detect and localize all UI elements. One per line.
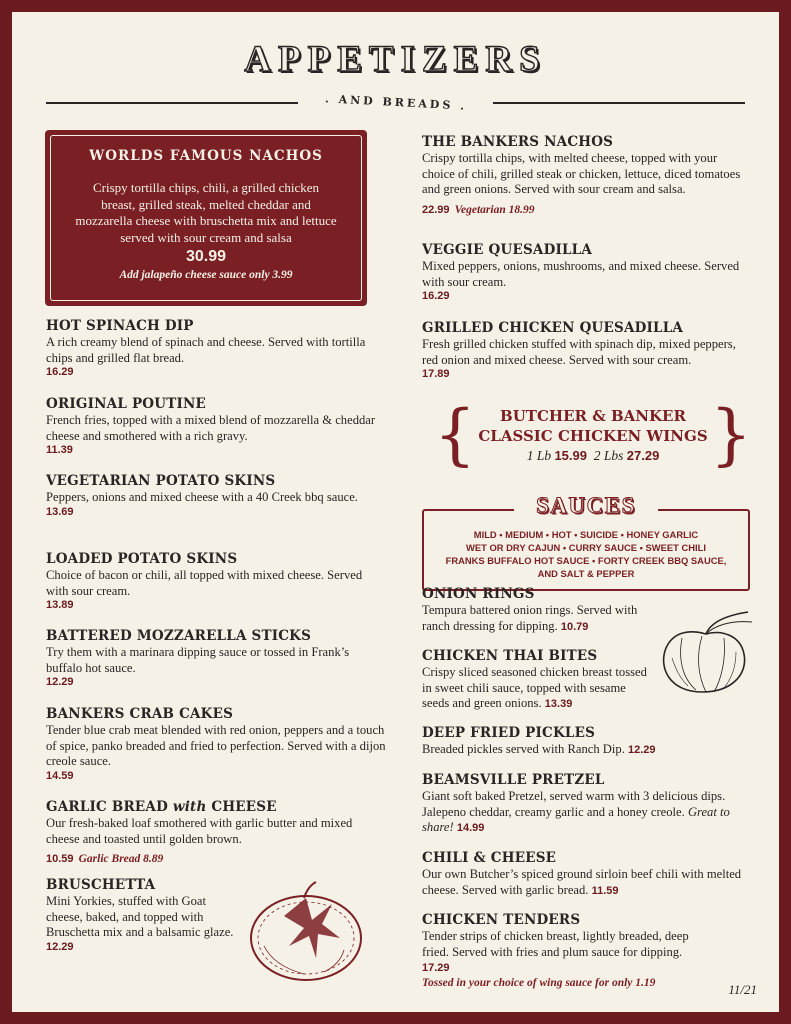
item-description-text: Giant soft baked Pretzel, served warm with 3 delicious dips. Jalepeno cheddar, creamy garlic and a honey creole. <box>422 789 726 819</box>
item-name: LOADED POTATO SKINS <box>46 551 238 567</box>
menu-item <box>422 242 752 302</box>
wings-price: 15.99 <box>554 448 587 463</box>
wings-title-line2: CLASSIC CHICKEN WINGS <box>478 427 708 445</box>
menu-item <box>46 877 236 953</box>
item-description: Choice of bacon or chili, all topped with mixed cheese. Served with sour cream. <box>46 568 363 598</box>
item-price: 11.59 <box>591 884 619 897</box>
item-description <box>422 929 712 977</box>
item-description <box>422 603 652 635</box>
menu-item <box>46 473 386 518</box>
item-name-part: CHEESE <box>206 799 277 815</box>
item-name: BRUSCHETTA <box>46 877 156 893</box>
item-price: 16.29 <box>422 290 450 302</box>
divider-right <box>493 102 745 104</box>
item-name: CHICKEN TENDERS <box>422 912 581 928</box>
wings-size: 1 Lb <box>526 448 552 463</box>
item-description: French fries, topped with a mixed blend of mozzarella & cheddar cheese and smothered with a rich gravy. <box>46 413 376 443</box>
sauces-line: WET OR DRY CAJUN • CURRY SAUCE • SWEET CHILI <box>466 542 706 553</box>
item-price: 17.89 <box>422 368 450 380</box>
item-price: 14.59 <box>46 769 74 782</box>
menu-item <box>422 725 752 759</box>
item-description-text: Tempura battered onion rings. Served with ranch dressing for dipping. <box>422 603 638 633</box>
garlic-illustration <box>652 608 756 700</box>
item-price: 12.29 <box>46 940 74 953</box>
item-price: 17.29 <box>422 962 450 974</box>
featured-description: Crispy tortilla chips, chili, a grilled chicken breast, grilled steak, melted cheddar and mozzarella cheese with bruschetta mix and lettuce served with sour cream and salsa <box>75 180 337 245</box>
item-description-text: Crispy sliced seasoned chicken breast tossed in sweet chili sauce, topped with sesame seeds and green onions. <box>422 665 647 710</box>
menu-item <box>46 551 386 611</box>
item-name: VEGGIE QUESADILLA <box>422 242 593 258</box>
wings-title-line1: BUTCHER & BANKER <box>500 407 686 425</box>
item-note: Vegetarian 18.99 <box>454 203 535 216</box>
item-description: Mixed peppers, onions, mushrooms, and mixed cheese. Served with sour cream. <box>422 259 740 289</box>
menu-item <box>422 134 752 217</box>
menu-item <box>422 772 752 837</box>
menu-item <box>46 628 386 688</box>
item-name: GRILLED CHICKEN QUESADILLA <box>422 320 684 336</box>
item-price: 14.99 <box>456 822 485 834</box>
tomato-illustration <box>244 876 374 988</box>
item-description: Crispy tortilla chips, with melted cheese, topped with your choice of chili, grilled steak or chicken, lettuce, diced tomatoes and green onions. Served with sour cream and salsa. <box>422 151 741 196</box>
item-price: 22.99 <box>422 203 450 216</box>
divider-left <box>46 102 298 104</box>
item-description-text: Breaded pickles served with Ranch Dip. <box>422 742 625 756</box>
item-name: BEAMSVILLE PRETZEL <box>422 772 605 788</box>
menu-item <box>422 320 752 380</box>
sauces-line: MILD • MEDIUM • HOT • SUICIDE • HONEY GARLIC <box>473 529 699 540</box>
wings-block <box>434 396 752 476</box>
page-subtitle: . AND BREADS . <box>324 92 468 113</box>
item-description: Mini Yorkies, stuffed with Goat cheese, baked, and topped with Bruschetta mix and a balsamic glaze. <box>46 894 234 939</box>
item-name <box>46 799 386 816</box>
item-price: 10.79 <box>560 620 589 633</box>
wings-size: 2 Lbs <box>593 448 624 463</box>
subtitle-row <box>46 92 745 112</box>
item-name: HOT SPINACH DIP <box>46 318 194 334</box>
menu-item <box>422 912 712 989</box>
item-price: 16.29 <box>46 366 74 378</box>
left-brace: { <box>434 396 476 473</box>
item-name: VEGETARIAN POTATO SKINS <box>46 473 276 489</box>
item-description-text: Our own Butcher’s spiced ground sirloin beef chili with melted cheese. Served with garlic bread. <box>422 867 742 897</box>
item-description <box>422 867 752 899</box>
page-code: 11/21 <box>728 982 757 997</box>
featured-addon: Add jalapeño cheese sauce only 3.99 <box>119 269 293 281</box>
menu-item <box>46 396 386 456</box>
item-description: A rich creamy blend of spinach and cheese. Served with tortilla chips and grilled flat bread. <box>46 335 366 365</box>
item-price-row <box>46 847 386 866</box>
item-name: DEEP FRIED PICKLES <box>422 725 596 741</box>
sauces-list <box>428 528 744 580</box>
menu-item <box>422 586 652 635</box>
item-name: ORIGINAL POUTINE <box>46 396 207 412</box>
item-price-row <box>422 198 752 217</box>
item-description: Tender blue crab meat blended with red onion, peppers and a touch of spice, panko breaded and fried to perfection. Served with a dijon creole sauce. <box>46 723 386 768</box>
item-name-part: GARLIC BREAD <box>46 799 173 815</box>
item-name: ONION RINGS <box>422 586 535 602</box>
featured-name: WORLDS FAMOUS NACHOS <box>89 148 323 164</box>
item-description <box>422 789 752 837</box>
sauces-title: SAUCES <box>514 493 658 519</box>
item-description <box>422 665 652 713</box>
item-note: Garlic Bread 8.89 <box>78 853 164 865</box>
menu-item <box>46 799 386 866</box>
item-description-text: Tender strips of chicken breast, lightly breaded, deep fried. Served with fries and plum sauce for dipping. <box>422 929 689 959</box>
item-note: Tossed in your choice of wing sauce for only 1.19 <box>422 976 656 989</box>
item-price: 13.89 <box>46 599 74 611</box>
menu-item <box>422 648 652 713</box>
item-name: CHILI & CHEESE <box>422 850 557 866</box>
menu-item <box>46 706 386 782</box>
menu-page <box>12 12 779 1012</box>
wings-price: 27.29 <box>626 448 660 463</box>
item-name: BANKERS CRAB CAKES <box>46 706 234 722</box>
item-price: 13.39 <box>544 698 573 710</box>
item-price: 12.29 <box>46 676 74 688</box>
sauces-box <box>422 493 750 591</box>
right-brace: } <box>710 396 752 473</box>
item-name-part: with <box>172 799 207 815</box>
item-description <box>422 742 752 759</box>
item-name: THE BANKERS NACHOS <box>422 134 614 150</box>
featured-price: 30.99 <box>185 248 227 265</box>
item-description: Try them with a marinara dipping sauce or tossed in Frank’s buffalo hot sauce. <box>46 645 350 675</box>
item-price: 13.69 <box>46 505 74 518</box>
item-name: BATTERED MOZZARELLA STICKS <box>46 628 312 644</box>
item-name: CHICKEN THAI BITES <box>422 648 598 664</box>
sauces-line: AND SALT & PEPPER <box>537 568 635 579</box>
featured-nachos-box <box>45 130 367 306</box>
item-note: Great to share! <box>422 804 730 834</box>
menu-item <box>46 318 386 378</box>
item-price: 11.39 <box>46 444 73 456</box>
sauces-line: FRANKS BUFFALO HOT SAUCE • FORTY CREEK BBQ SAUCE, <box>445 555 727 566</box>
item-description: Fresh grilled chicken stuffed with spinach dip, mixed peppers, red onion and mixed cheese. Served with sour cream. <box>422 337 736 367</box>
item-description: Our fresh-baked loaf smothered with garlic butter and mixed cheese and toasted until golden brown. <box>46 816 353 846</box>
wings-prices <box>434 448 752 464</box>
menu-item <box>422 850 752 899</box>
item-description: Peppers, onions and mixed cheese with a 40 Creek bbq sauce. <box>46 490 358 504</box>
item-price: 12.29 <box>628 744 656 756</box>
page-title: APPETIZERS <box>244 39 547 80</box>
item-price: 10.59 <box>46 853 74 865</box>
